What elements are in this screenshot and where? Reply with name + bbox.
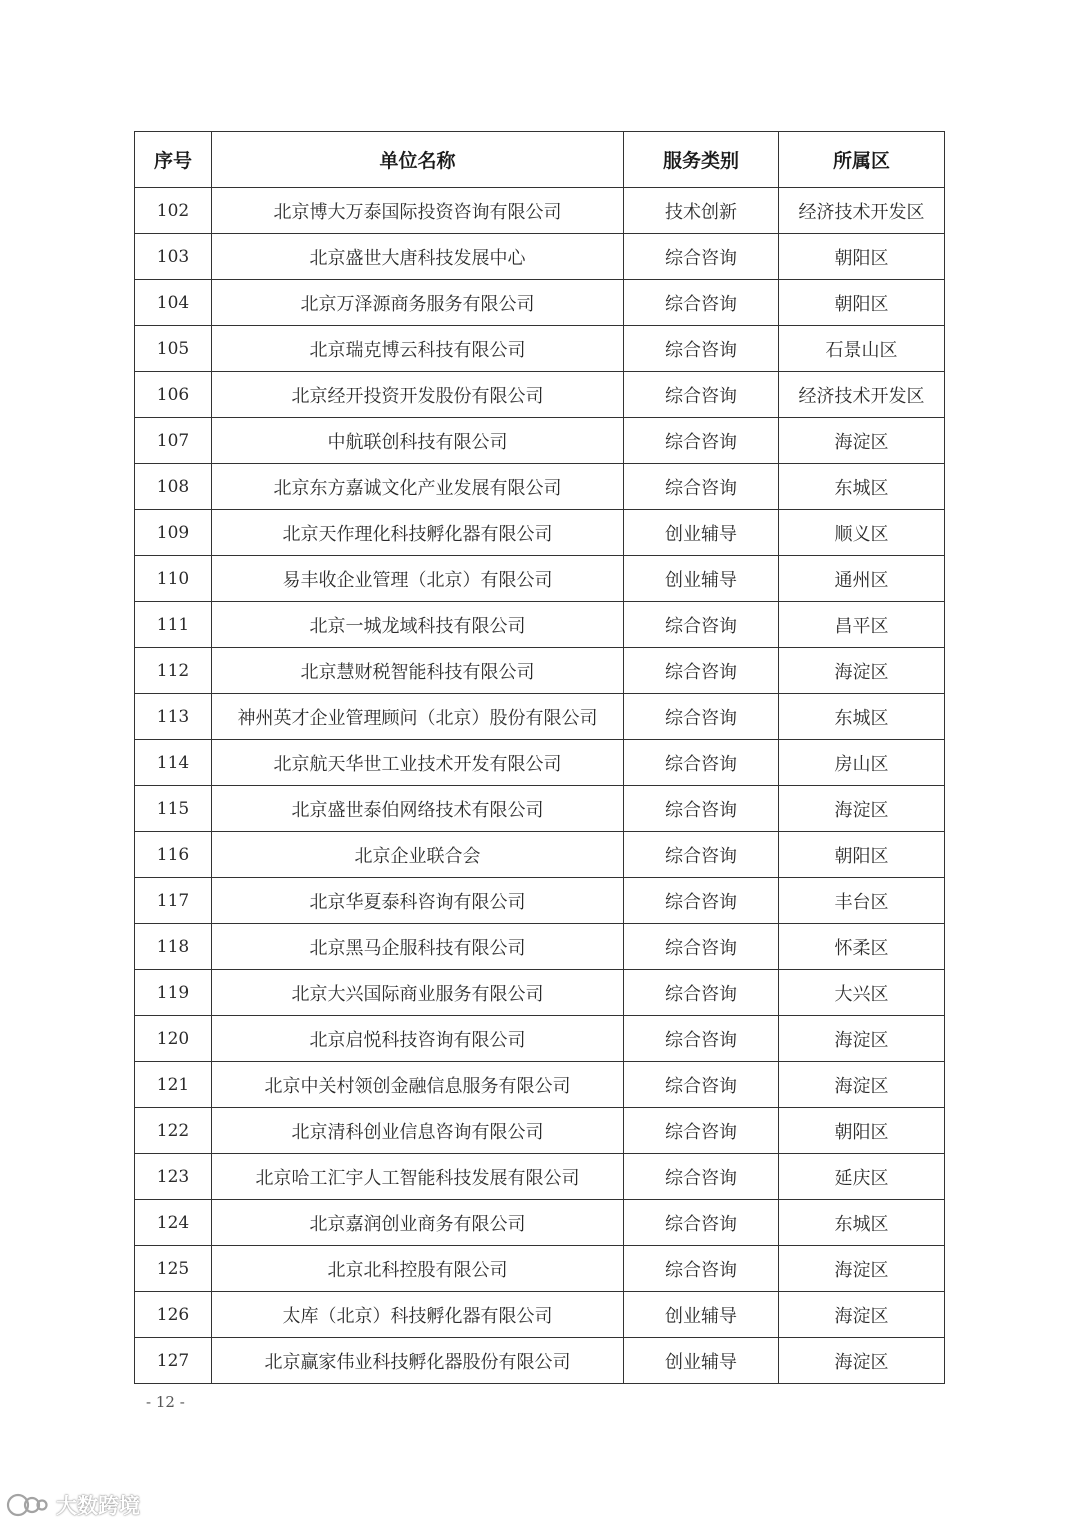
- company-name-cell: 易丰收企业管理（北京）有限公司: [212, 556, 624, 602]
- table-row: [135, 1016, 945, 1062]
- service-category-cell: 创业辅导: [624, 1338, 779, 1384]
- serial-number-cell: 114: [135, 740, 212, 786]
- watermark: [6, 1490, 140, 1520]
- serial-number-cell: 124: [135, 1200, 212, 1246]
- district-cell: 延庆区: [779, 1154, 945, 1200]
- table-row: [135, 832, 945, 878]
- district-cell: 顺义区: [779, 510, 945, 556]
- table-row: [135, 418, 945, 464]
- serial-number-cell: 118: [135, 924, 212, 970]
- company-name-cell: 北京企业联合会: [212, 832, 624, 878]
- company-name-cell: 北京慧财税智能科技有限公司: [212, 648, 624, 694]
- district-cell: 海淀区: [779, 1338, 945, 1384]
- serial-number-cell: 112: [135, 648, 212, 694]
- header-district: 所属区: [779, 132, 945, 188]
- company-name-cell: 中航联创科技有限公司: [212, 418, 624, 464]
- serial-number-cell: 113: [135, 694, 212, 740]
- serial-number-cell: 110: [135, 556, 212, 602]
- serial-number-cell: 105: [135, 326, 212, 372]
- serial-number-cell: 121: [135, 1062, 212, 1108]
- district-cell: 海淀区: [779, 786, 945, 832]
- header-company-name: 单位名称: [212, 132, 624, 188]
- table-row: [135, 740, 945, 786]
- table-row: [135, 464, 945, 510]
- serial-number-cell: 125: [135, 1246, 212, 1292]
- service-category-cell: 综合咨询: [624, 1200, 779, 1246]
- service-category-cell: 综合咨询: [624, 280, 779, 326]
- table-row: [135, 326, 945, 372]
- serial-number-cell: 116: [135, 832, 212, 878]
- table-row: [135, 924, 945, 970]
- serial-number-cell: 111: [135, 602, 212, 648]
- district-cell: 朝阳区: [779, 234, 945, 280]
- district-cell: 海淀区: [779, 648, 945, 694]
- service-category-cell: 综合咨询: [624, 602, 779, 648]
- table-row: [135, 878, 945, 924]
- district-cell: 海淀区: [779, 1246, 945, 1292]
- table-row: [135, 1154, 945, 1200]
- company-name-cell: 北京博大万泰国际投资咨询有限公司: [212, 188, 624, 234]
- table-row: [135, 556, 945, 602]
- service-category-cell: 综合咨询: [624, 1016, 779, 1062]
- company-name-cell: 北京华夏泰科咨询有限公司: [212, 878, 624, 924]
- service-category-cell: 综合咨询: [624, 464, 779, 510]
- district-cell: 东城区: [779, 1200, 945, 1246]
- table-row: [135, 510, 945, 556]
- district-cell: 朝阳区: [779, 1108, 945, 1154]
- district-cell: 丰台区: [779, 878, 945, 924]
- serial-number-cell: 106: [135, 372, 212, 418]
- service-category-cell: 综合咨询: [624, 648, 779, 694]
- table-row: [135, 694, 945, 740]
- header-service-category: 服务类别: [624, 132, 779, 188]
- service-category-cell: 综合咨询: [624, 924, 779, 970]
- serial-number-cell: 107: [135, 418, 212, 464]
- table-row: [135, 1246, 945, 1292]
- company-name-cell: 北京东方嘉诚文化产业发展有限公司: [212, 464, 624, 510]
- service-category-cell: 创业辅导: [624, 556, 779, 602]
- service-category-cell: 综合咨询: [624, 1246, 779, 1292]
- company-name-cell: 北京清科创业信息咨询有限公司: [212, 1108, 624, 1154]
- serial-number-cell: 109: [135, 510, 212, 556]
- district-cell: 东城区: [779, 464, 945, 510]
- header-serial-number: 序号: [135, 132, 212, 188]
- service-category-cell: 综合咨询: [624, 694, 779, 740]
- company-name-cell: 北京嘉润创业商务有限公司: [212, 1200, 624, 1246]
- company-name-cell: 北京哈工汇宇人工智能科技发展有限公司: [212, 1154, 624, 1200]
- serial-number-cell: 119: [135, 970, 212, 1016]
- serial-number-cell: 127: [135, 1338, 212, 1384]
- service-category-cell: 综合咨询: [624, 786, 779, 832]
- serial-number-cell: 115: [135, 786, 212, 832]
- brand-logo-icon: [6, 1492, 50, 1518]
- serial-number-cell: 120: [135, 1016, 212, 1062]
- service-category-cell: 技术创新: [624, 188, 779, 234]
- company-name-cell: 北京黑马企服科技有限公司: [212, 924, 624, 970]
- company-name-cell: 北京盛世泰伯网络技术有限公司: [212, 786, 624, 832]
- district-cell: 大兴区: [779, 970, 945, 1016]
- district-cell: 海淀区: [779, 1062, 945, 1108]
- table-row: [135, 372, 945, 418]
- company-name-cell: 北京大兴国际商业服务有限公司: [212, 970, 624, 1016]
- serial-number-cell: 104: [135, 280, 212, 326]
- serial-number-cell: 122: [135, 1108, 212, 1154]
- table-row: [135, 234, 945, 280]
- service-category-cell: 综合咨询: [624, 832, 779, 878]
- district-cell: 东城区: [779, 694, 945, 740]
- company-name-cell: 北京航天华世工业技术开发有限公司: [212, 740, 624, 786]
- district-cell: 朝阳区: [779, 280, 945, 326]
- company-name-cell: 北京中关村领创金融信息服务有限公司: [212, 1062, 624, 1108]
- service-category-cell: 综合咨询: [624, 1154, 779, 1200]
- table-row: [135, 648, 945, 694]
- service-category-cell: 综合咨询: [624, 1108, 779, 1154]
- service-category-cell: 综合咨询: [624, 372, 779, 418]
- company-name-cell: 北京一城龙域科技有限公司: [212, 602, 624, 648]
- company-name-cell: 神州英才企业管理顾问（北京）股份有限公司: [212, 694, 624, 740]
- service-category-cell: 综合咨询: [624, 418, 779, 464]
- company-name-cell: 北京启悦科技咨询有限公司: [212, 1016, 624, 1062]
- service-category-cell: 综合咨询: [624, 234, 779, 280]
- company-name-cell: 北京天作理化科技孵化器有限公司: [212, 510, 624, 556]
- district-cell: 石景山区: [779, 326, 945, 372]
- page-number: - 12 -: [146, 1393, 185, 1411]
- table-row: [135, 1108, 945, 1154]
- service-category-cell: 创业辅导: [624, 1292, 779, 1338]
- service-category-cell: 综合咨询: [624, 970, 779, 1016]
- company-name-cell: 北京北科控股有限公司: [212, 1246, 624, 1292]
- table-row: [135, 786, 945, 832]
- district-cell: 海淀区: [779, 1292, 945, 1338]
- table-header-row: [135, 132, 945, 188]
- table-row: [135, 1062, 945, 1108]
- company-list-table: [134, 131, 945, 1384]
- table-row: [135, 602, 945, 648]
- company-name-cell: 北京万泽源商务服务有限公司: [212, 280, 624, 326]
- table-row: [135, 1338, 945, 1384]
- district-cell: 朝阳区: [779, 832, 945, 878]
- district-cell: 房山区: [779, 740, 945, 786]
- table-row: [135, 1292, 945, 1338]
- district-cell: 经济技术开发区: [779, 188, 945, 234]
- table-row: [135, 1200, 945, 1246]
- watermark-text: 大数跨境: [56, 1494, 140, 1518]
- district-cell: 通州区: [779, 556, 945, 602]
- district-cell: 海淀区: [779, 1016, 945, 1062]
- company-name-cell: 北京盛世大唐科技发展中心: [212, 234, 624, 280]
- serial-number-cell: 103: [135, 234, 212, 280]
- company-name-cell: 北京赢家伟业科技孵化器股份有限公司: [212, 1338, 624, 1384]
- serial-number-cell: 126: [135, 1292, 212, 1338]
- district-cell: 怀柔区: [779, 924, 945, 970]
- table-row: [135, 280, 945, 326]
- serial-number-cell: 117: [135, 878, 212, 924]
- table-body: [135, 188, 945, 1384]
- district-cell: 经济技术开发区: [779, 372, 945, 418]
- company-name-cell: 太库（北京）科技孵化器有限公司: [212, 1292, 624, 1338]
- serial-number-cell: 108: [135, 464, 212, 510]
- table-row: [135, 188, 945, 234]
- company-name-cell: 北京经开投资开发股份有限公司: [212, 372, 624, 418]
- serial-number-cell: 102: [135, 188, 212, 234]
- company-name-cell: 北京瑞克博云科技有限公司: [212, 326, 624, 372]
- service-category-cell: 综合咨询: [624, 1062, 779, 1108]
- district-cell: 海淀区: [779, 418, 945, 464]
- serial-number-cell: 123: [135, 1154, 212, 1200]
- service-category-cell: 综合咨询: [624, 326, 779, 372]
- service-category-cell: 综合咨询: [624, 740, 779, 786]
- service-category-cell: 创业辅导: [624, 510, 779, 556]
- service-category-cell: 综合咨询: [624, 878, 779, 924]
- district-cell: 昌平区: [779, 602, 945, 648]
- table-row: [135, 970, 945, 1016]
